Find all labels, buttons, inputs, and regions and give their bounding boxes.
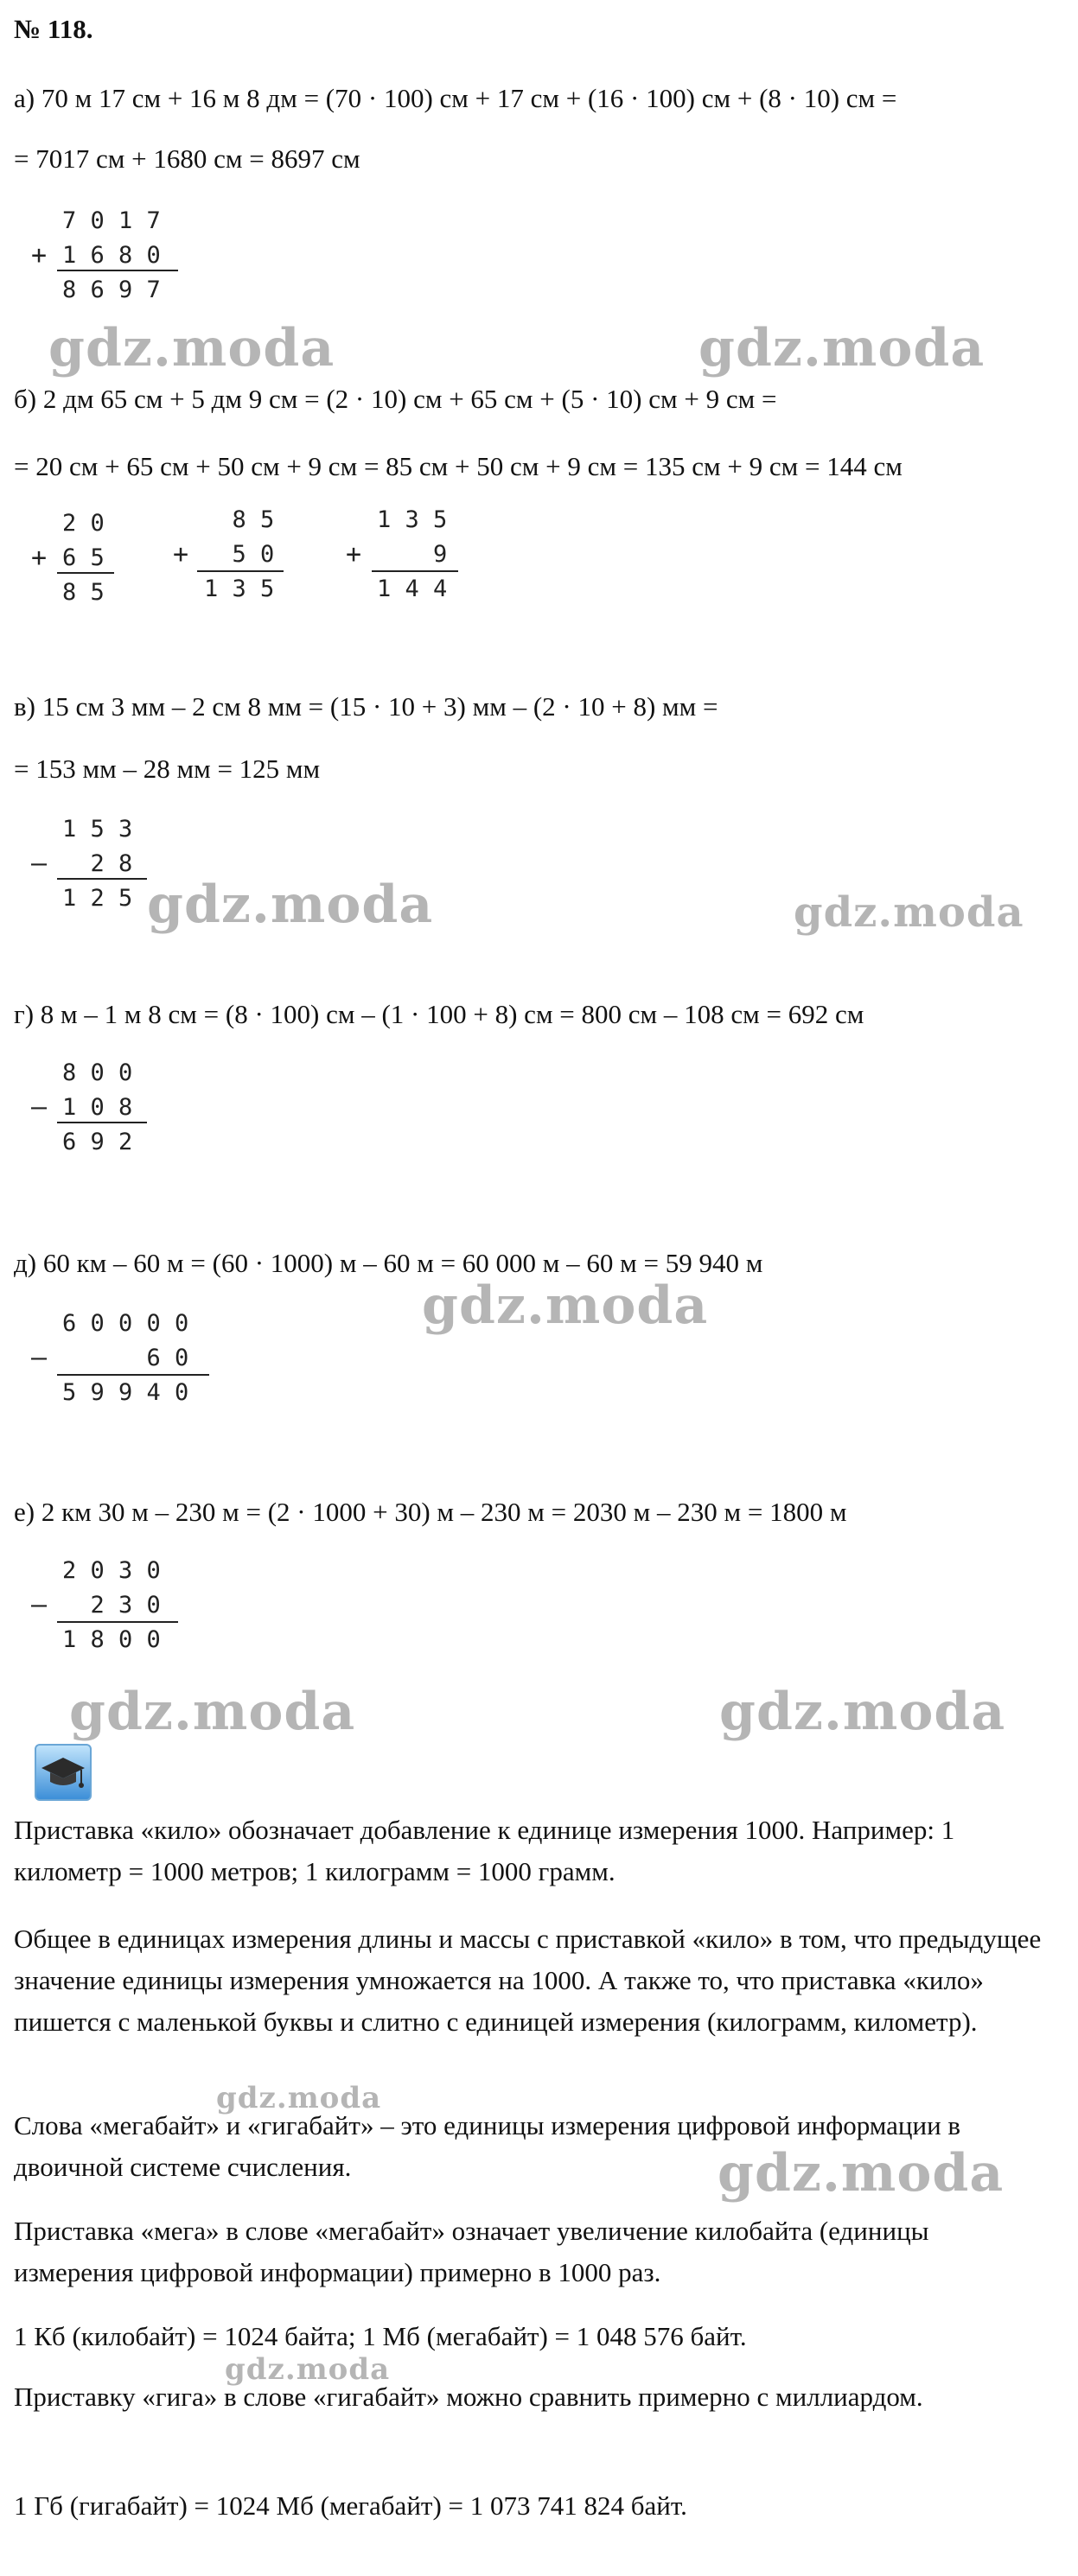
calc-rule [57,878,147,880]
minus-sign: – [31,1590,48,1620]
part-b-column-calc-3 [346,503,448,607]
minus-sign: – [31,1092,48,1123]
calc-row: 2 3 0 [62,1592,161,1619]
minus-sign: – [31,1343,48,1373]
part-b-column-calc-1 [31,506,105,610]
calc-result: 8 5 [62,579,105,606]
theory-paragraph: 1 Кб (килобайт) = 1024 байта; 1 Мб (мегабайт) = 1 048 576 байт. [14,2321,747,2351]
calc-result: 8 6 9 7 [62,277,161,303]
part-v-line2: = 153 мм – 28 мм = 125 мм [14,754,321,784]
watermark: gdz.moda [69,1682,356,1742]
plus-sign: + [346,539,362,569]
watermark: gdz.moda [225,2352,391,2387]
calc-result: 5 9 9 4 0 [62,1379,189,1406]
calc-rule [57,1621,178,1623]
part-d-line1: д) 60 км – 60 м = (60 · 1000) м – 60 м = 60 000 м – 60 м = 59 940 м [14,1248,763,1278]
plus-sign: + [31,240,48,270]
part-a-line2: = 7017 см + 1680 см = 8697 см [14,143,360,174]
watermark: gdz.moda [719,1682,1006,1742]
calc-row: 1 0 8 [62,1094,133,1121]
calc-result: 1 2 5 [62,885,133,912]
calc-rule [57,1122,147,1123]
part-e-column-calc [31,1554,161,1657]
calc-row: 9 [377,541,448,568]
calc-rule [57,270,178,271]
part-b-line1: б) 2 дм 65 см + 5 дм 9 см = (2 · 10) см + 65 см + (5 · 10) см + 9 см = [14,384,777,414]
watermark: gdz.moda [718,2143,1005,2204]
calc-rule [197,570,284,572]
theory-paragraph: Приставка «кило» обозначает добавление к единице измерения 1000. Например: 1 километр = 1000 метров; 1 килограмм = 1000 грамм. [14,1815,955,1886]
calc-row: 6 0 [62,1345,189,1371]
part-b-line2: = 20 см + 65 см + 50 см + 9 см = 85 см + 50 см + 9 см = 135 см + 9 см = 144 см [14,451,903,481]
part-g-column-calc [31,1056,133,1160]
theory-paragraph: Приставка «мега» в слове «мегабайт» означает увеличение килобайта (единицы измерения цифровой информации) примерно в 1000 раз. [14,2216,929,2287]
part-a-column-calc [31,204,161,308]
graduation-cap-icon [35,1744,92,1801]
calc-row: 8 5 [204,506,275,533]
part-g-line1: г) 8 м – 1 м 8 см = (8 · 100) см – (1 · 100 + 8) см = 800 см – 108 см = 692 см [14,999,864,1029]
theory-paragraph: Слова «мегабайт» и «гигабайт» – это единицы измерения цифровой информации в двоичной системе счисления. [14,2110,961,2182]
graduation-cap-icon [36,1746,90,1799]
calc-rule [372,570,458,572]
minus-sign: – [31,849,48,879]
calc-row: 6 0 0 0 0 [62,1310,189,1337]
watermark: gdz.moda [147,875,434,935]
calc-row: 7 0 1 7 [62,207,161,234]
calc-row: 1 6 8 0 [62,242,161,269]
calc-result: 1 4 4 [377,576,448,602]
calc-row: 2 8 [62,850,133,877]
calc-row: 1 5 3 [62,816,133,843]
page-title: № 118. [14,14,93,44]
calc-result: 6 9 2 [62,1129,133,1155]
part-v-column-calc [31,812,133,916]
theory-paragraph: Общее в единицах измерения длины и массы с приставкой «кило» в том, что предыдущее значение единицы измерения умножается на 1000. А также то, что приставка «кило» пишется с маленькой буквы и слитно с единицей измерения (килограмм, километр). [14,1924,1042,2037]
plus-sign: + [173,539,189,569]
calc-row: 8 0 0 [62,1059,133,1086]
calc-row: 5 0 [204,541,275,568]
watermark: gdz.moda [216,2081,382,2115]
calc-row: 2 0 3 0 [62,1557,161,1584]
calc-row: 2 0 [62,510,105,537]
plus-sign: + [31,543,48,573]
part-b-column-calc-2 [173,503,275,607]
watermark: gdz.moda [698,318,986,378]
watermark: gdz.moda [48,318,335,378]
watermark: gdz.moda [422,1275,709,1336]
part-e-line1: е) 2 км 30 м – 230 м = (2 · 1000 + 30) м – 230 м = 2030 м – 230 м = 1800 м [14,1497,847,1527]
calc-rule [57,572,114,574]
part-a-line1: а) 70 м 17 см + 16 м 8 дм = (70 · 100) см + 17 см + (16 · 100) см + (8 · 10) см = [14,83,897,113]
part-v-line1: в) 15 см 3 мм – 2 см 8 мм = (15 · 10 + 3) мм – (2 · 10 + 8) мм = [14,691,718,722]
calc-result: 1 3 5 [204,576,275,602]
calc-result: 1 8 0 0 [62,1626,161,1653]
calc-rule [57,1374,209,1376]
theory-paragraph: Приставку «гига» в слове «гигабайт» можно сравнить примерно с миллиардом. [14,2382,923,2412]
calc-row: 6 5 [62,544,105,571]
theory-paragraph: 1 Гб (гигабайт) = 1024 Мб (мегабайт) = 1 073 741 824 байт. [14,2490,687,2521]
part-d-column-calc [31,1307,189,1410]
calc-row: 1 3 5 [377,506,448,533]
watermark: gdz.moda [794,888,1024,937]
